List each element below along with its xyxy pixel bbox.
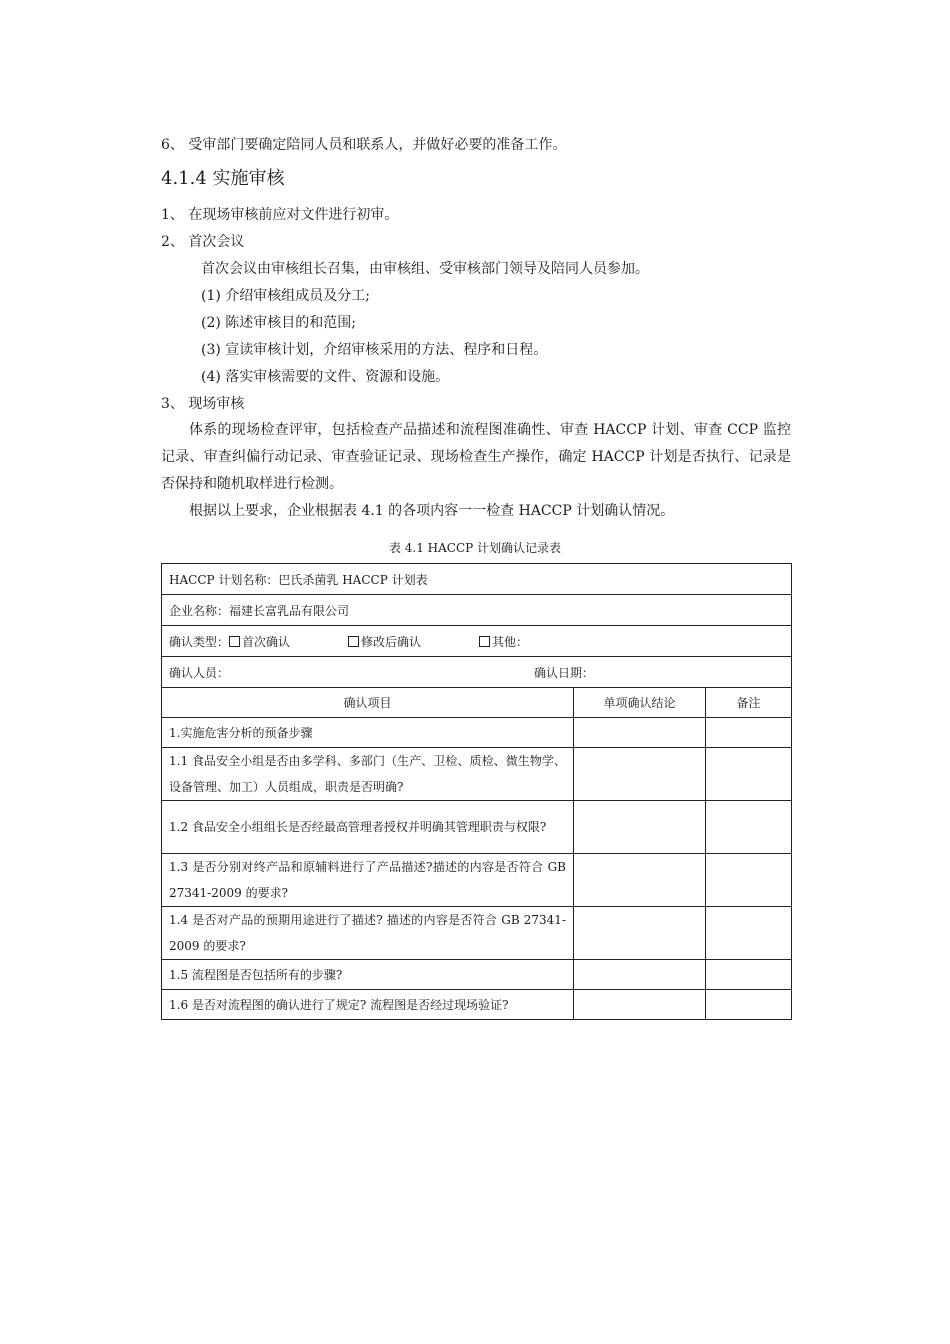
remarks-cell[interactable] xyxy=(706,960,792,990)
table-row xyxy=(162,907,792,960)
list-item-2-description: 首次会议由审核组长召集，由审核组、受审核部门领导及陪同人员参加。 xyxy=(201,261,649,277)
row-item-text: 1.3 是否分别对终产品和原辅料进行了产品描述?描述的内容是否符合 GB 27341-2009 的要求? xyxy=(162,854,574,907)
company-name-cell: 企业名称：福建长富乳品有限公司 xyxy=(162,595,792,626)
header-conclusion: 单项确认结论 xyxy=(574,688,706,718)
sub-item-1: (1) 介绍审核组成员及分工; xyxy=(201,288,370,304)
table-row xyxy=(162,854,792,907)
sub-item-3: (3) 宣读审核计划，介绍审核采用的方法、程序和日程。 xyxy=(201,342,548,358)
remarks-cell[interactable] xyxy=(706,854,792,907)
table-row xyxy=(162,801,792,854)
plan-name-cell: HACCP 计划名称：巴氏杀菌乳 HACCP 计划表 xyxy=(162,564,792,595)
option-first-confirm[interactable] xyxy=(229,633,290,650)
option-label: 首次确认 xyxy=(242,634,291,649)
haccp-confirmation-table xyxy=(161,563,792,1020)
sub-item-2: (2) 陈述审核目的和范围; xyxy=(201,315,356,331)
row-item-text: 1.1 食品安全小组是否由多学科、多部门（生产、卫检、质检、微生物学、设备管理、加工）人员组成，职责是否明确? xyxy=(162,748,574,801)
option-revised-confirm[interactable] xyxy=(348,633,421,650)
row-item-text: 1.5 流程图是否包括所有的步骤? xyxy=(162,960,574,990)
option-label: 修改后确认 xyxy=(361,634,422,649)
conclusion-cell[interactable] xyxy=(574,907,706,960)
row-item-text: 1.4 是否对产品的预期用途进行了描述? 描述的内容是否符合 GB 27341-2009 的要求? xyxy=(162,907,574,960)
table-caption: 表 4.1 HACCP 计划确认记录表 xyxy=(388,541,562,555)
remarks-cell[interactable] xyxy=(706,907,792,960)
confirm-date-label: 确认日期： xyxy=(534,665,595,680)
section-heading: 4.1.4 实施审核 xyxy=(161,168,285,189)
checkbox-icon xyxy=(479,636,490,647)
confirmer-label: 确认人员： xyxy=(169,665,230,680)
checkbox-icon xyxy=(229,636,240,647)
confirmer-cell xyxy=(162,657,792,688)
sub-item-4: (4) 落实审核需要的文件、资源和设施。 xyxy=(201,369,450,385)
conclusion-cell[interactable] xyxy=(574,748,706,801)
intro-item-6: 6、 受审部门要确定陪同人员和联系人，并做好必要的准备工作。 xyxy=(161,137,567,153)
confirm-type-label: 确认类型： xyxy=(169,634,230,649)
conclusion-cell[interactable] xyxy=(574,718,706,748)
list-item-1: 1、 在现场审核前应对文件进行初审。 xyxy=(161,207,399,223)
option-label: 其他： xyxy=(492,634,529,649)
closing-paragraph: 根据以上要求，企业根据表 4.1 的各项内容一一检查 HACCP 计划确认情况。 xyxy=(189,503,675,519)
table-row xyxy=(162,718,792,748)
remarks-cell[interactable] xyxy=(706,748,792,801)
remarks-cell[interactable] xyxy=(706,718,792,748)
option-other[interactable] xyxy=(479,633,528,650)
conclusion-cell[interactable] xyxy=(574,854,706,907)
header-item: 确认项目 xyxy=(162,688,574,718)
conclusion-cell[interactable] xyxy=(574,801,706,854)
row-item-text: 1.6 是否对流程图的确认进行了规定? 流程图是否经过现场验证? xyxy=(162,990,574,1020)
conclusion-cell[interactable] xyxy=(574,990,706,1020)
list-item-2: 2、 首次会议 xyxy=(161,234,245,250)
row-item-text: 1.实施危害分析的预备步骤 xyxy=(162,718,574,748)
remarks-cell[interactable] xyxy=(706,990,792,1020)
list-item-3: 3、 现场审核 xyxy=(161,396,245,412)
table-row xyxy=(162,748,792,801)
conclusion-cell[interactable] xyxy=(574,960,706,990)
remarks-cell[interactable] xyxy=(706,801,792,854)
row-item-text: 1.2 食品安全小组组长是否经最高管理者授权并明确其管理职责与权限? xyxy=(162,801,574,854)
on-site-audit-paragraph: 体系的现场检查评审，包括检查产品描述和流程图准确性、审查 HACCP 计划、审查 CCP 监控记录、审查纠偏行动记录、审查验证记录、现场检查生产操作，确定 HACCP 计划是否执行、记录是否保持和随机取样进行检测。 xyxy=(161,422,791,492)
table-row xyxy=(162,960,792,990)
checkbox-icon xyxy=(348,636,359,647)
confirm-type-cell xyxy=(162,626,792,657)
table-row xyxy=(162,990,792,1020)
header-remarks: 备注 xyxy=(706,688,792,718)
